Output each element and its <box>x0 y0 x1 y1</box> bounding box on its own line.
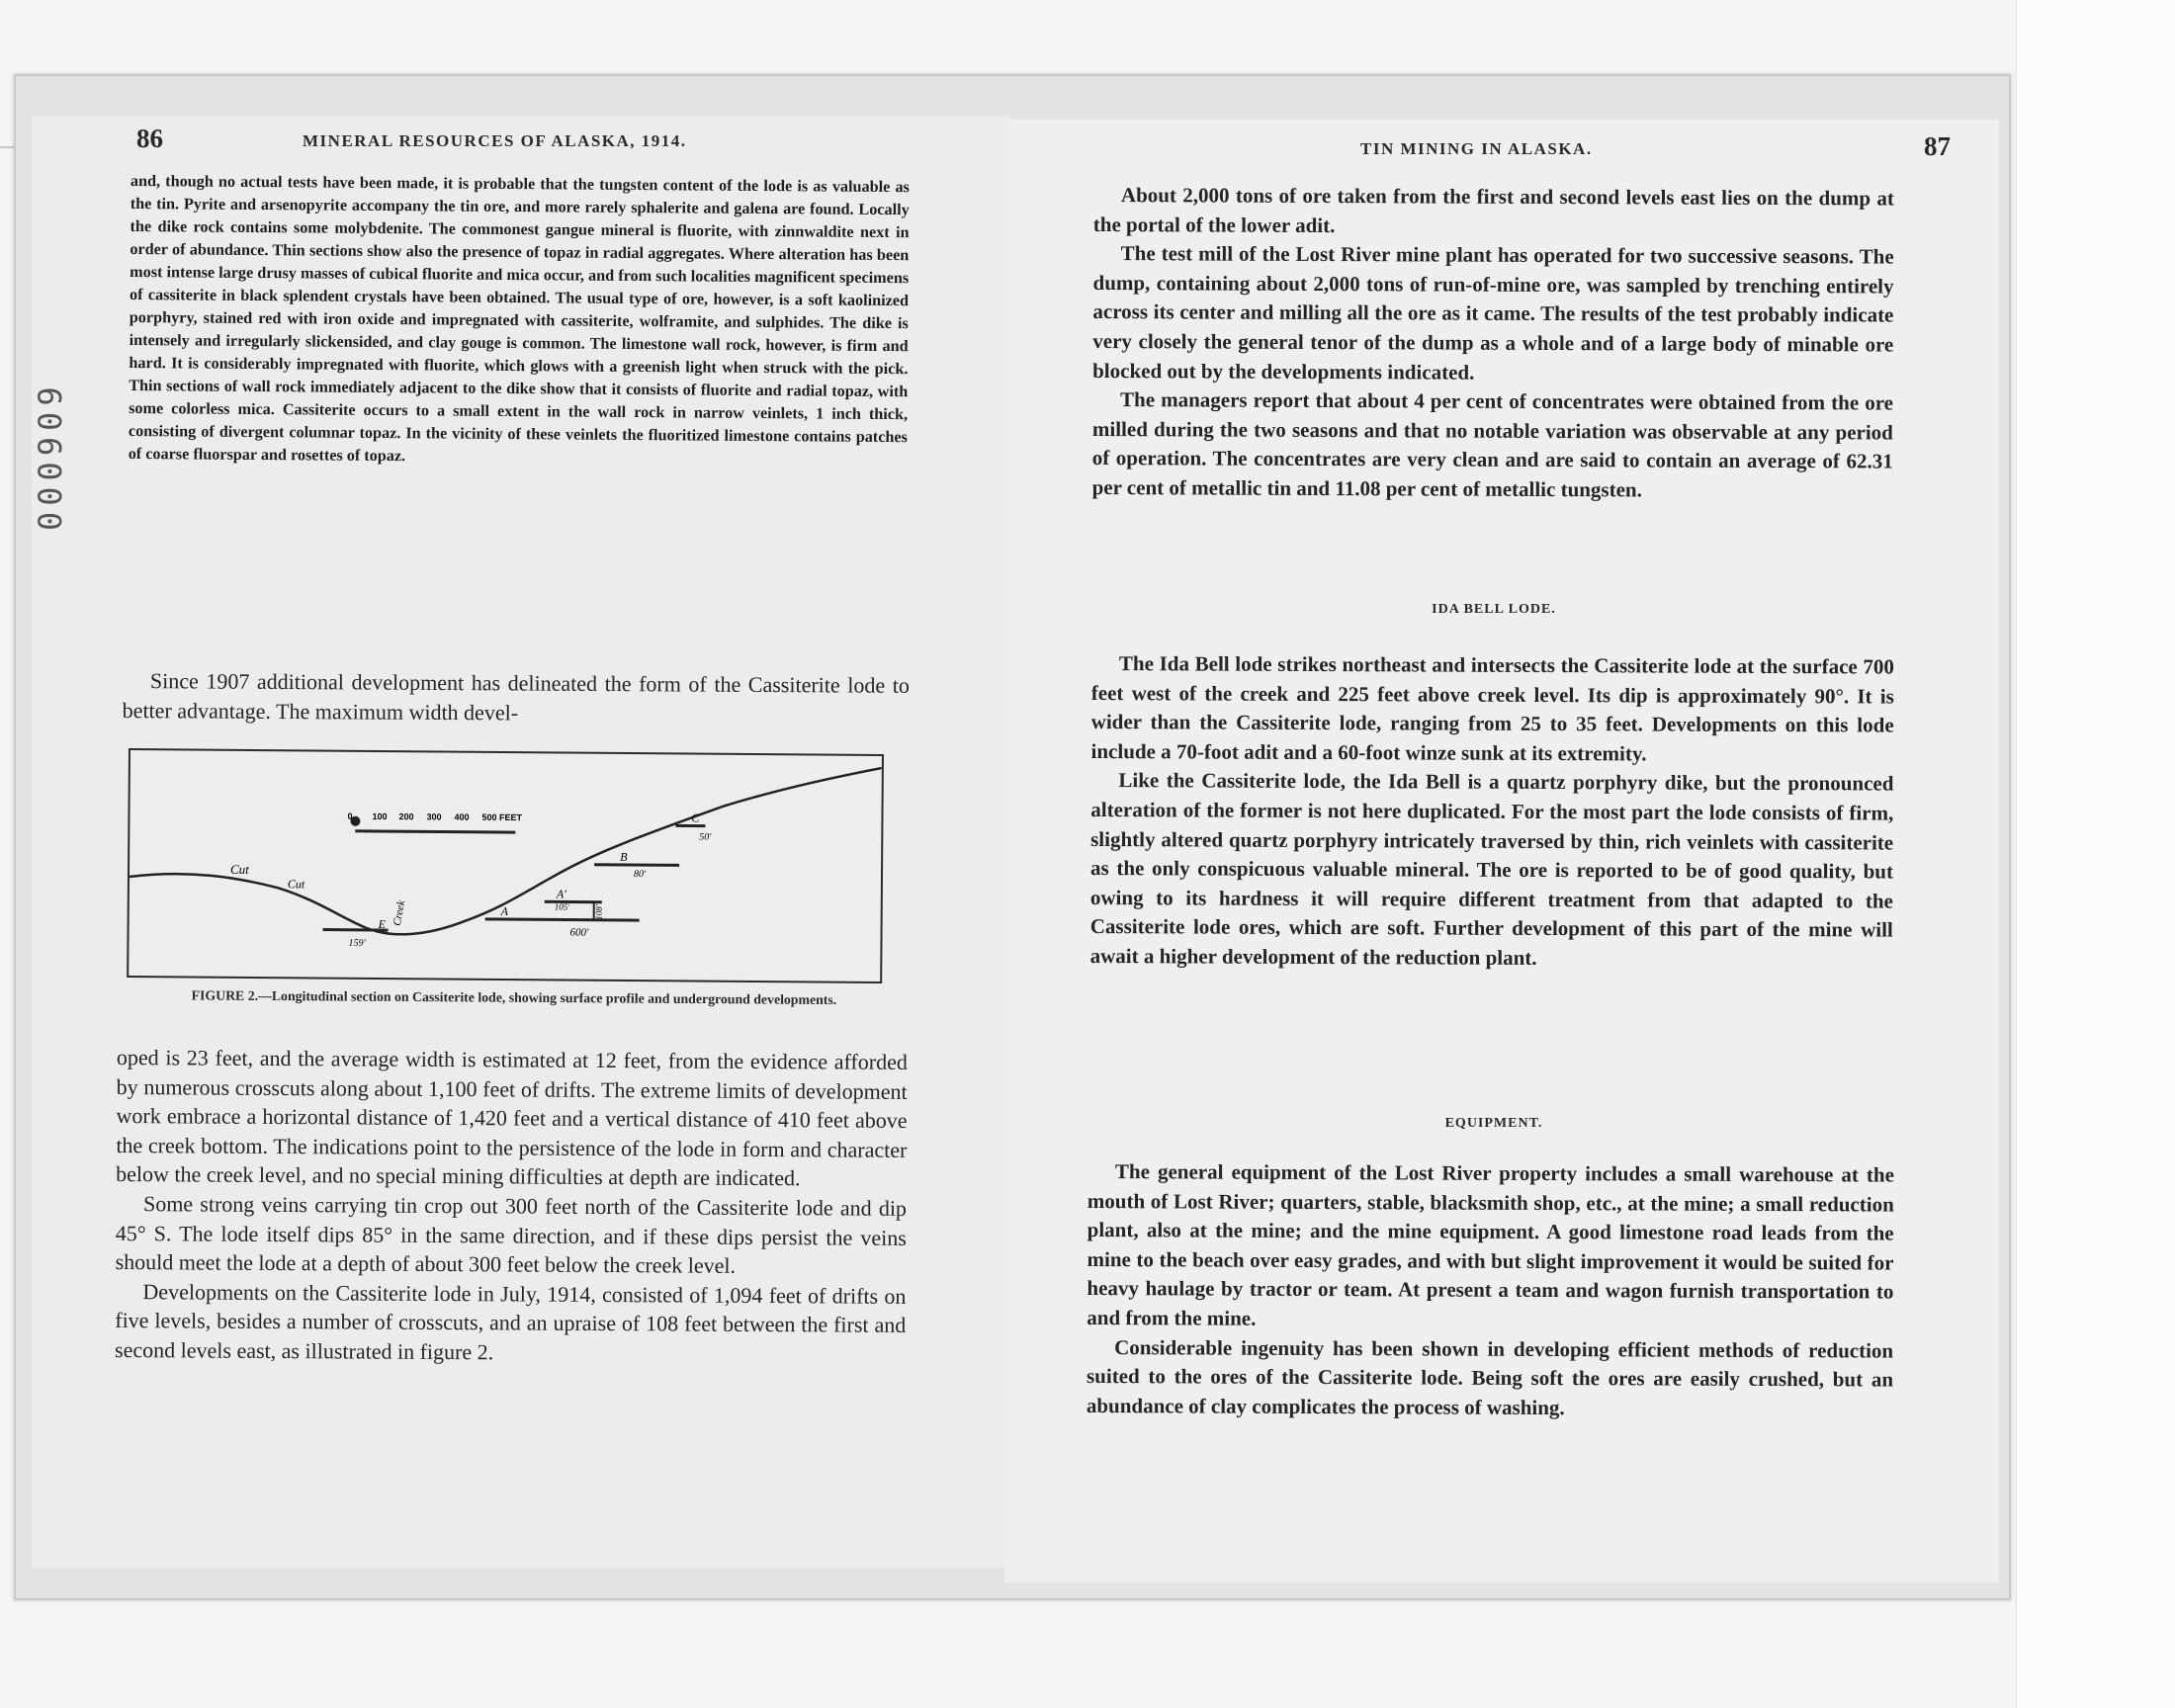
paragraph-since-1907 <box>123 666 910 729</box>
label-600: 600' <box>569 926 589 939</box>
paragraph-small-print: and, though no actual tests have been made, it is probable that the tungsten content of the lode is as valuable as the tin. Pyrite and arsenopyrite accompany the tin ore, and more rarely sphalerite and galena are found. Locally the dike rock contains some molybdenite. The commonest gangue mineral is fluorite, with zinnwaldite next in order of abundance. Thin sections show also the presence of topaz in radial aggregates. Where alteration has been most intense large drusy masses of cubical fluorite and mica occur, and from such localities magnificent specimens of cassiterite in black splendent crystals have been obtained. The usual type of ore, however, is a soft kaolinized porphyry, stained red with iron oxide and impregnated with cassiterite, wolframite, and sulphides. The dike is intensely and irregularly slickensided, and clay gouge is common. The limestone wall rock, however, is firm and hard. It is considerably impregnated with fluorite, which glows with a greenish light when struck with the pick. Thin sections of wall rock immediately adjacent to the dike show that it consists of fluorite and radial topaz, with some colorless mica. Cassiterite occurs to a small extent in the wall rock in narrow veinlets, 1 inch thick, consisting of divergent columnar topaz. In the vicinity of these veinlets the fluoritized limestone contains patches of coarse fluorspar and rosettes of topaz. <box>128 171 910 466</box>
paragraph-text: Considerable ingenuity has been shown in developing efficient methods of reduction suited to the ores of the Cassiterite lode. Being soft the ores are easily crushed, but an abundance of clay complicates the process of washing. <box>1086 1334 1894 1419</box>
level-80 <box>594 865 679 866</box>
paragraph-text: Since 1907 additional development has delineated the form of the Cassiterite lode to better advantage. The maximum width devel- <box>122 668 910 726</box>
page-86 <box>32 116 1010 1569</box>
section-heading-ida-bell: IDA BELL LODE. <box>1432 602 1556 617</box>
paragraph-text: Some strong veins carrying tin crop out 300 feet north of the Cassiterite lode and dip 45° S. The lode itself dips 85° in the same direction, and if these dips persist the veins should meet the lode at a depth of about 300 feet below the creek level. <box>115 1191 908 1278</box>
label-b: B <box>620 849 628 864</box>
paragraph-text: Like the Cassiterite lode, the Ida Bell is a quartz porphyry dike, but the pronounced alteration of the former is not here duplicated. For the most part the lode consists of firm, slightly altered quartz porphyry intricately traversed by thin, rich veinlets with cassiterite as the only conspicuous valuable mineral. The ore is reported to be of good quality, but owing to its hardness it will require different treatment from that adapted to the Cassiterite lode ores, which are soft. Further development of this part of the mine will await a higher development of the reduction plant. <box>1089 768 1894 970</box>
upper-text-block <box>1092 181 1894 506</box>
page-number: 86 <box>136 124 163 153</box>
label-creek: Creek <box>391 899 408 927</box>
label-50: 50' <box>699 831 712 843</box>
paragraph-text: The test mill of the Lost River mine plant has operated for two successive seasons. The dump, containing about 2,000 tons of run-of-mine ore, was sampled by trenching entirely across its center and milling all the ore as it came. The results of the test probably indicate very closely the general tenor of the dump as a whole and of a large body of minable ore blocked out by the developments indicated. <box>1092 241 1894 384</box>
paragraph-text: About 2,000 tons of ore taken from the first and second levels east lies on the dump at the portal of the lower adit. <box>1092 183 1894 237</box>
label-a: A <box>500 903 509 919</box>
longitudinal-section-diagram <box>129 750 882 982</box>
scale-tick: 500 FEET <box>481 811 523 823</box>
label-80: 80' <box>633 869 647 881</box>
figure-caption: FIGURE 2.—Longitudinal section on Cassiterite lode, showing surface profile and underground developments. <box>191 987 837 1008</box>
label-a-prime: A' <box>556 887 566 901</box>
paragraph-text: The Ida Bell lode strikes northeast and intersects the Cassiterite lode at the surface 700 feet west of the creek and 225 feet above creek level. Its dip is approximately 90°. It is wider than the Cassiterite lode, ranging from 25 to 35 feet. Developments on this lode include a 70-foot adit and a 60-foot winze sunk at its extremity. <box>1090 651 1894 766</box>
paragraph-text: The general equipment of the Lost River property includes a small warehouse at the mouth of Lost River; quarters, stable, blacksmith shop, etc., at the mine; a small reduction plant, also at the mine; and the mine equipment. A good limestone road leads from the mine to the beach over easy grades, and with but slight improvement it would be suited for heavy haulage by tractor or team. At present a team and wagon furnish transportation to and from the mine. <box>1087 1159 1894 1330</box>
label-c: C <box>691 811 700 825</box>
running-head: TIN MINING IN ALASKA. <box>1360 139 1593 158</box>
small-print-paragraph <box>129 170 910 471</box>
paragraph-text: The managers report that about 4 per cent of concentrates were obtained from the ore milled during the two seasons and that no notable variation was observable at any period of operation. The concentrates are very clean and are said to contain an average of 62.31 per cent of metallic tin and 11.08 per cent of metallic tungsten. <box>1091 387 1894 502</box>
scale-tick: 0 <box>347 811 353 821</box>
paragraph-text: Developments on the Cassiterite lode in July, 1914, consisted of 1,094 feet of drifts on five levels, besides a number of crosscuts, and an upraise of 108 feet between the first and second levels east, as illustrated in figure 2. <box>115 1278 907 1365</box>
lower-text-block <box>115 1043 908 1369</box>
running-head: MINERAL RESOURCES OF ALASKA, 1914. <box>303 131 687 150</box>
ida-bell-text-block <box>1090 649 1894 975</box>
scale-bar <box>355 831 515 832</box>
page-number: 87 <box>1924 131 1951 161</box>
label-159: 159' <box>348 937 366 949</box>
paragraph-text: oped is 23 feet, and the average width is estimated at 12 feet, from the evidence afforded by numerous crosscuts along about 1,100 feet of drifts. The extreme limits of development work embrace a horizontal distance of 1,420 feet and a vertical distance of 410 feet above the creek bottom. The indications point to the persistence of the lode in form and character below the creek level, and no special mining difficulties at depth are indicated. <box>116 1045 908 1191</box>
page-87 <box>1004 120 1999 1582</box>
scale-tick: 100 <box>372 811 388 822</box>
scale-tick: 400 <box>454 811 470 822</box>
label-cut: Cut <box>229 861 249 877</box>
scale-tick: 200 <box>398 811 414 822</box>
equipment-text-block <box>1087 1157 1894 1424</box>
figure-2-section <box>127 748 884 983</box>
label-cut: Cut <box>287 877 305 892</box>
scale-tick: 300 <box>426 811 442 822</box>
level-600 <box>485 919 640 920</box>
scanned-spread <box>14 74 2011 1600</box>
section-heading-equipment: EQUIPMENT. <box>1444 1116 1543 1131</box>
label-105: 105' <box>554 901 570 912</box>
margin-stamp: 000909 <box>32 381 69 531</box>
viewer-scroll-area[interactable] <box>2016 0 2175 1708</box>
label-108: 108' <box>593 904 604 920</box>
label-e: E <box>378 916 387 932</box>
